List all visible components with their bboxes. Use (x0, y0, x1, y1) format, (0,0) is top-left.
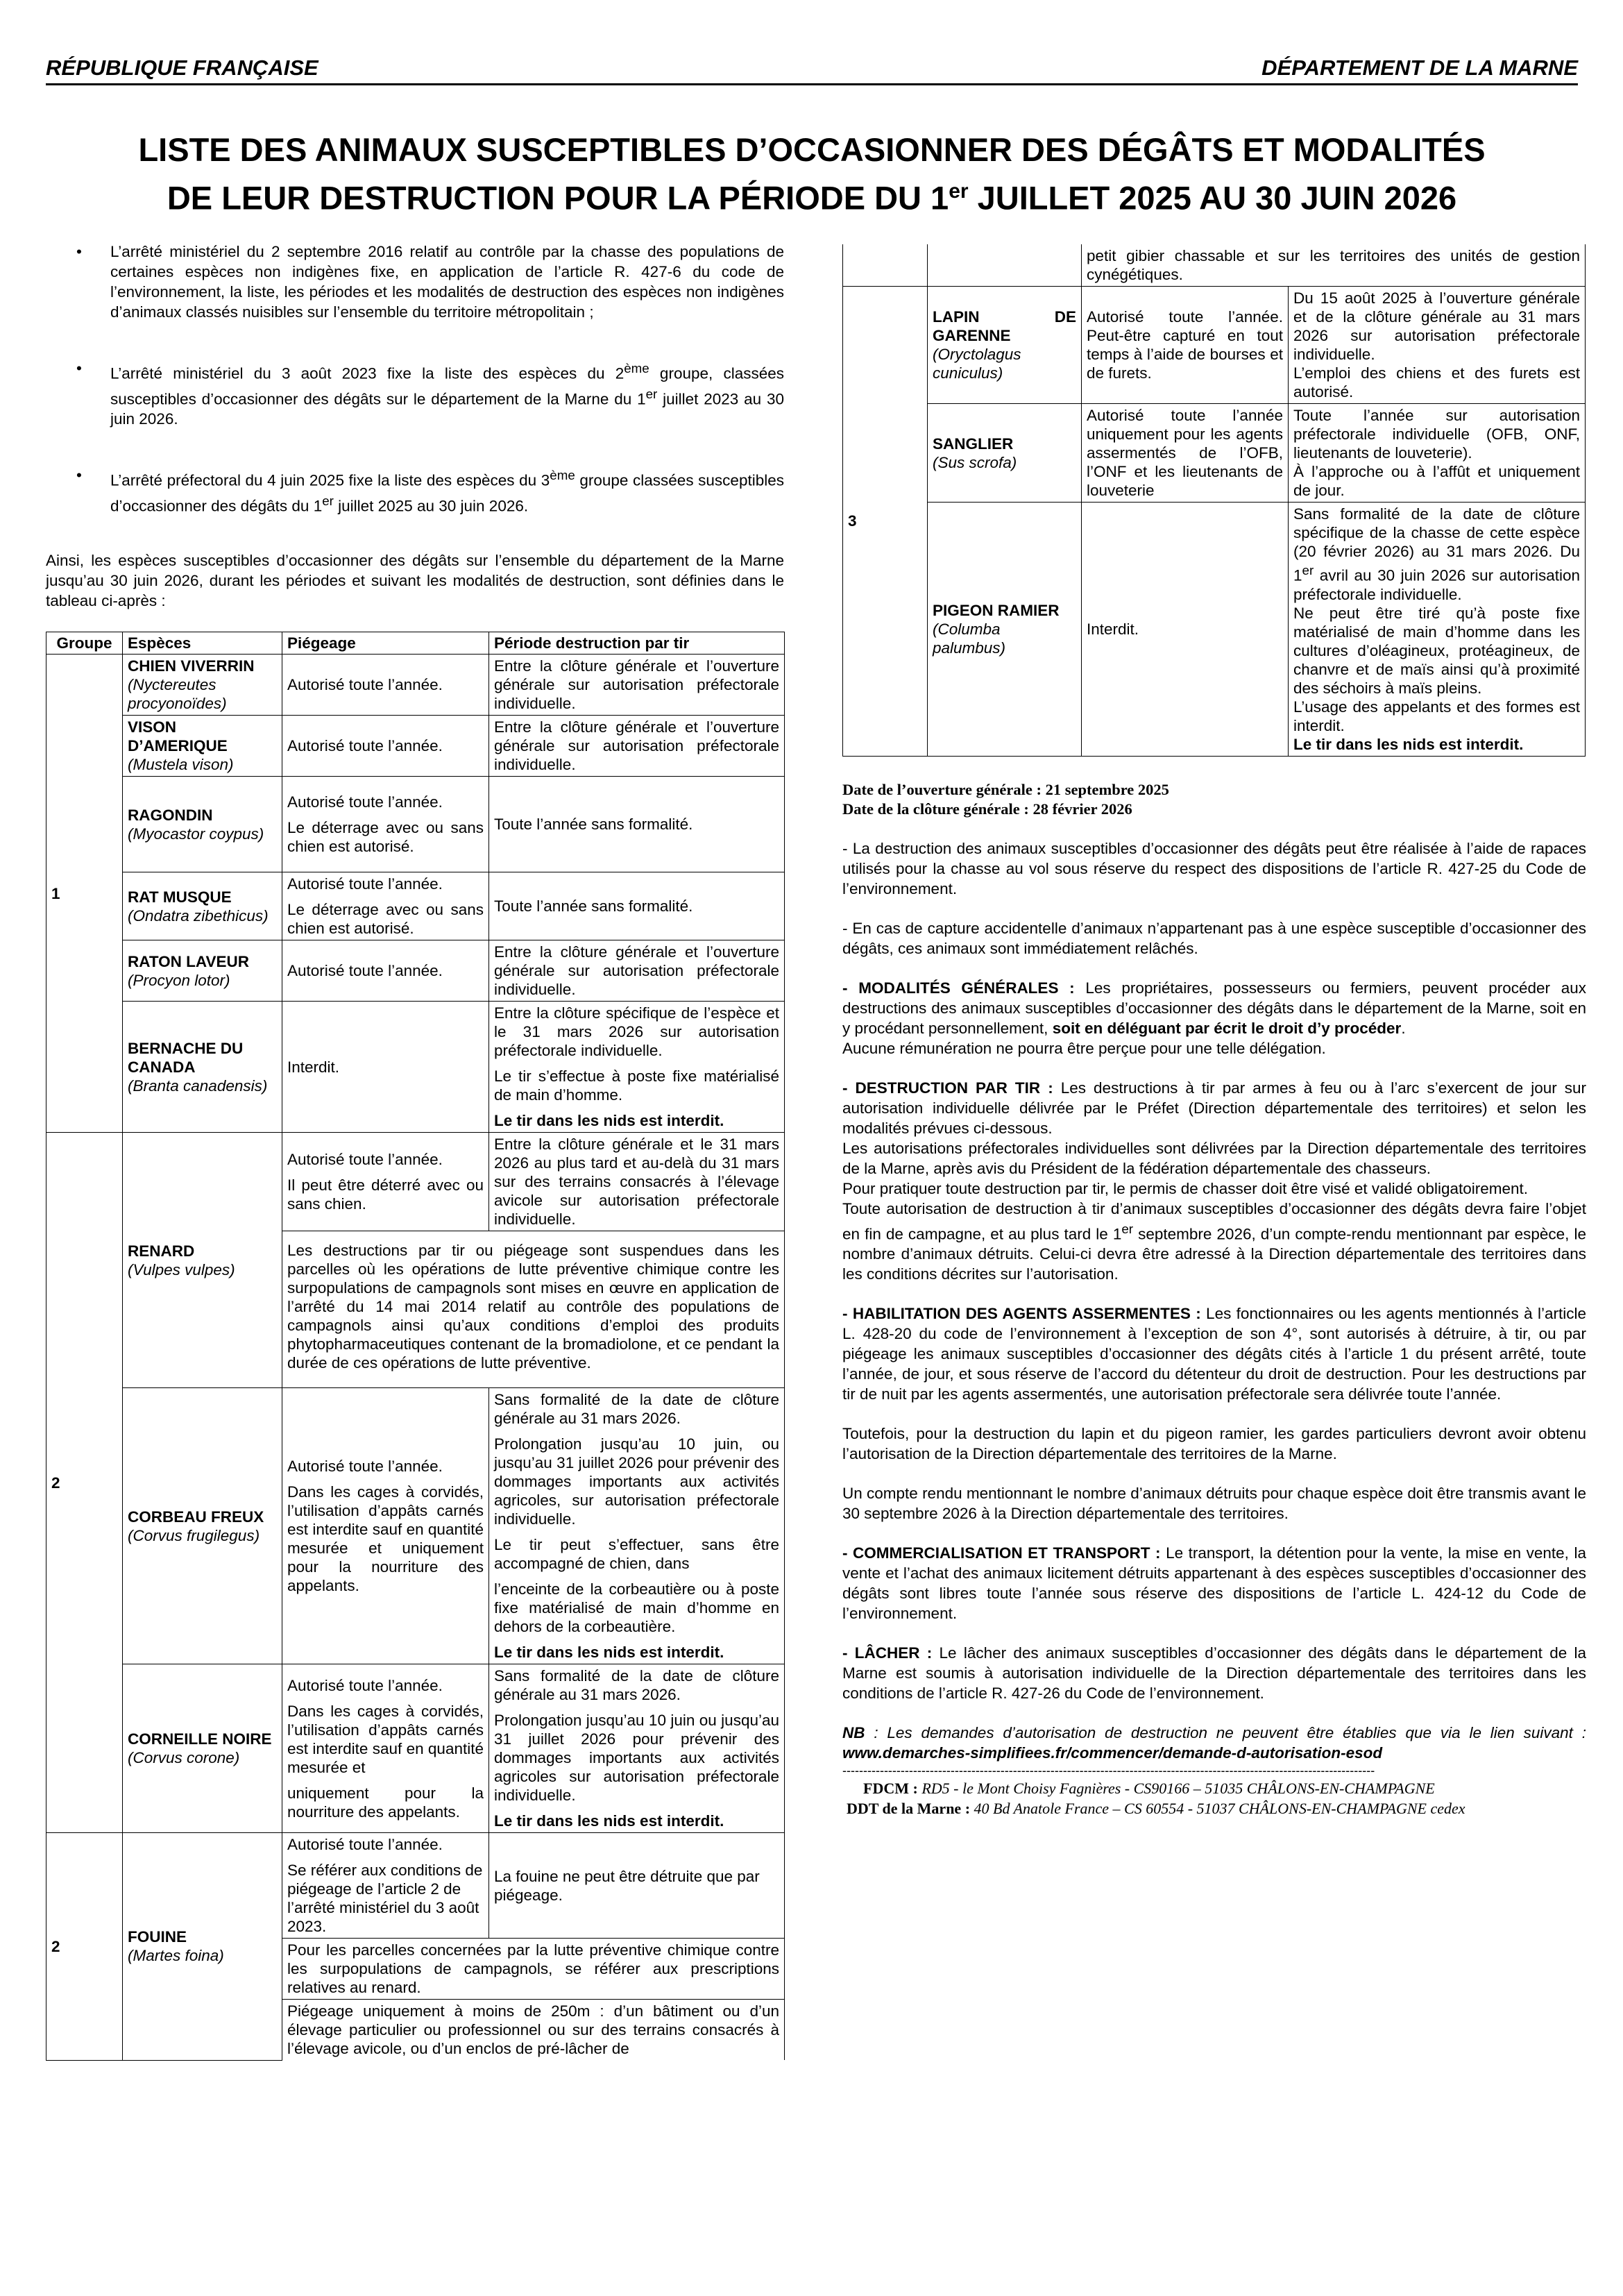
bullet-3-b: groupe classées susceptibles d’occasionner des dégâts du 1 (110, 471, 784, 514)
nb-note (842, 1723, 1586, 1763)
title-line-2-a: DE LEUR DESTRUCTION POUR LA PÉRIODE DU 1 (167, 179, 949, 217)
shoot-cell: Entre la clôture générale et l’ouverture générale sur autorisation préfectorale individuelle. (489, 655, 785, 716)
footer-fdcm (842, 1778, 1586, 1798)
species-name: RENARD (128, 1242, 195, 1260)
bullet-1-text: L’arrêté ministériel du 2 septembre 2016 relatif au contrôle par la chasse des populations de certaines espèces non indigènes fixe, en application de l’article R. 427-6 du code de l’environnement, la liste, les périodes et les modalités de destruction des espèces non indigènes d’animaux classés nuisibles sur l’ensemble du territoire métropolitain ; (110, 243, 784, 321)
section-title: - COMMERCIALISATION ET TRANSPORT : (842, 1544, 1161, 1562)
paragraph-compte-rendu: Un compte rendu mentionnant le nombre d’animaux détruits pour chaque espèce doit être transmis avant le 30 septembre 2026 à la Direction départementale des territoires. (842, 1485, 1586, 1522)
nb-text: : Les demandes d’autorisation de destruction ne peuvent être établies que via le lien suivant : (865, 1724, 1586, 1741)
table-row (46, 1388, 785, 1664)
shoot-cell: Entre la clôture générale et l’ouverture générale sur autorisation préfectorale individuelle. (489, 716, 785, 777)
section-title: - MODALITÉS GÉNÉRALES : (842, 979, 1075, 997)
shoot-line: L’emploi des chiens et des furets est autorisé. (1293, 364, 1580, 400)
species-name: LAPIN DE GARENNE (933, 308, 1076, 344)
intro-paragraph: Ainsi, les espèces susceptibles d’occasionner des dégâts sur l’ensemble du département de la Marne jusqu’au 30 juin 2026, durant les périodes et suivant les modalités de destruction, sont définies dans le tableau ci-après : (46, 552, 784, 609)
note-cell: Les destructions par tir ou piégeage sont suspendues dans les parcelles où les opérations de lutte préventive chimique contre les surpopulations de campagnols sont mises en œuvre en application de l’arrêté du 14 mai 2014 relatif au contrôle des populations de campagnols ainsi qu’aux conditions d’emploi des produits phytopharmaceutiques contenant de la bromadiolone, et ce pendant la durée de ces opérations de lutte préventive. (282, 1231, 785, 1388)
section-lacher (842, 1643, 1586, 1703)
species-latin: (Martes foina) (128, 1947, 224, 1965)
bullet-2-sup2: er (645, 386, 658, 401)
group-cell: 2 (46, 1833, 123, 2061)
bullet-dot-icon: • (76, 243, 82, 260)
bullet-dot-icon: • (76, 360, 82, 377)
trap-line: Il peut être déterré avec ou sans chien. (287, 1176, 484, 1213)
species-latin: (Vulpes vulpes) (128, 1260, 235, 1278)
shoot-line: Toute l’année sur autorisation préfectorale individuelle (OFB, ONF, lieutenants de louveterie). (1293, 407, 1580, 462)
species-cell (123, 1388, 282, 1664)
trap-line: uniquement pour la nourriture des appelants. (287, 1784, 484, 1821)
species-latin: (Procyon lotor) (128, 971, 230, 989)
species-latin: (Myocastor coypus) (128, 825, 264, 843)
table-row (46, 1664, 785, 1833)
species-cell (123, 872, 282, 940)
table-header-row (46, 632, 785, 655)
species-cell (928, 287, 1082, 404)
title-line-2-b: JUILLET 2025 AU 30 JUIN 2026 (968, 179, 1457, 217)
species-cell (928, 404, 1082, 503)
bullet-2 (46, 358, 784, 429)
note-cell: Pour les parcelles concernées par la lutte préventive chimique contre les surpopulations de campagnols, se référer aux prescriptions relatives au renard. (282, 1939, 785, 2000)
species-latin: (Ondatra zibethicus) (128, 906, 269, 925)
species-latin: (Columba palumbus) (933, 620, 1006, 657)
opening-date: Date de l’ouverture générale : 21 septembre 2025 (842, 780, 1169, 798)
trap-line: Dans les cages à corvidés, l’utilisation d’appâts carnés est interdite sauf en quantité mesurée et (287, 1702, 484, 1776)
shoot-line: avril au 30 juin 2026 sur autorisation préfectorale individuelle. (1293, 566, 1580, 603)
footer-address: RD5 - le Mont Choisy Fagnières - CS90166 – 51035 CHÂLONS-EN-CHAMPAGNE (917, 1780, 1435, 1797)
trap-cell: Autorisé toute l’année. (282, 655, 489, 716)
shoot-cell (1289, 287, 1586, 404)
species-cell (123, 777, 282, 872)
shoot-line: Sans formalité de la date de clôture générale au 31 mars 2026. (494, 1391, 779, 1427)
section-emphasis: soit en déléguant par écrit le droit d’y procéder (1052, 1019, 1402, 1037)
species-latin: (Nyctereutes procyonoïdes) (128, 676, 227, 712)
bullet-1 (46, 242, 784, 322)
shoot-cell (489, 1664, 785, 1833)
section-sup: er (1121, 1221, 1134, 1236)
group-cell: 1 (46, 655, 123, 1133)
shoot-line: Le tir dans les nids est interdit. (1293, 735, 1524, 753)
section-text: Toute autorisation de destruction à tir d’animaux susceptibles d’occasionner des dégâts devra faire l’objet en fin de campagne, et au plus tard le 1 (842, 1199, 1586, 1242)
species-latin: (Oryctolagus cuniculus) (933, 346, 1021, 382)
footer-label: DDT de la Marne : (847, 1800, 971, 1817)
bullet-3-sup: ème (550, 468, 575, 482)
shoot-cell: Entre la clôture générale et le 31 mars 2026 au plus tard et au-delà du 31 mars sur des terrains consacrés à l’élevage avicole sur autorisation préfectorale individuelle. (489, 1133, 785, 1231)
section-text: Le transport, la détention pour la vente, la mise en vente, la vente et l’achat des animaux licitement détruits appartenant à des espèces susceptibles d’occasionner des dégâts sont libres toute l’année sous réserve des dispositions de l’article L. 424-12 du Code de l’environnement. (842, 1544, 1586, 1622)
trap-line: Le déterrage avec ou sans chien est autorisé. (287, 901, 484, 937)
table-row (46, 1002, 785, 1133)
species-cell-empty (928, 244, 1082, 287)
right-column (842, 244, 1586, 1818)
section-destruction-tir (842, 1078, 1586, 1285)
title-sup: er (949, 180, 969, 203)
shoot-line: Du 15 août 2025 à l’ouverture générale et de la clôture générale au 31 mars 2026 sur autorisation préfectorale individuelle. (1293, 289, 1580, 363)
bullet-2-a: L’arrêté ministériel du 3 août 2023 fixe la liste des espèces du 2 (110, 364, 624, 382)
section-title: - DESTRUCTION PAR TIR : (842, 1079, 1053, 1097)
group-cell: 3 (843, 287, 928, 757)
group-cell-empty (843, 244, 928, 287)
shoot-line: Prolongation jusqu’au 10 juin, ou jusqu’au 31 juillet 2026 pour prévenir des dommages importants aux activités agricoles, sur autorisation préfectorale individuelle. (494, 1435, 779, 1528)
bullet-2-b: groupe, classées susceptibles d’occasionner des dégâts sur le département de la Marne du 1 (110, 364, 784, 407)
table-row (46, 940, 785, 1002)
header-tir: Période destruction par tir (489, 632, 785, 655)
species-cell (928, 503, 1082, 757)
shoot-line: Entre la clôture spécifique de l’espèce et le 31 mars 2026 sur autorisation préfectorale individuelle. (494, 1004, 779, 1059)
table-row (46, 1133, 785, 1231)
header-right: DÉPARTEMENT DE LA MARNE (1261, 56, 1578, 80)
continuation-cell: petit gibier chassable et sur les territoires des unités de gestion cynégétiques. (1082, 244, 1586, 287)
trap-cell: Interdit. (1082, 503, 1289, 757)
shoot-cell (489, 1388, 785, 1664)
shoot-line: L’usage des appelants et des formes est interdit. (1293, 698, 1580, 734)
table-row (843, 244, 1586, 287)
section-title: - LÂCHER : (842, 1644, 933, 1662)
trap-line: Autorisé toute l’année. (287, 1151, 443, 1168)
bullet-2-c: juillet 2023 au 30 juin 2026. (110, 390, 784, 428)
species-table-continued (842, 244, 1586, 757)
paragraph-rapaces: - La destruction des animaux susceptibles d’occasionner des dégâts peut être réalisée à l’aide de rapaces utilisés pour la chasse au vol sous réserve du respect des dispositions de l’article R. 427-25 du Code de l’environnement. (842, 839, 1586, 897)
section-modalites (842, 978, 1586, 1058)
species-cell (123, 1833, 282, 2061)
table-row (46, 1833, 785, 1939)
species-cell (123, 716, 282, 777)
shoot-line: Le tir s’effectue à poste fixe matérialisé de main d’homme. (494, 1067, 779, 1104)
species-name: RATON LAVEUR (128, 952, 250, 970)
table-row (46, 655, 785, 716)
shoot-cell (1289, 404, 1586, 503)
paragraph-gardes: Toutefois, pour la destruction du lapin et du pigeon ramier, les gardes particuliers devront avoir obtenu l’autorisation de la Direction départementale des territoires de la Marne. (842, 1425, 1586, 1462)
trap-cell (282, 872, 489, 940)
species-cell (123, 1002, 282, 1133)
species-name: SANGLIER (933, 434, 1014, 453)
shoot-line: Le tir peut s’effectuer, sans être accompagné de chien, dans (494, 1536, 779, 1572)
header-left: RÉPUBLIQUE FRANÇAISE (46, 56, 318, 80)
shoot-cell: Toute l’année sans formalité. (489, 777, 785, 872)
species-table (46, 632, 785, 2061)
trap-cell (282, 777, 489, 872)
header-piegeage: Piégeage (282, 632, 489, 655)
document-title (46, 129, 1578, 219)
species-name: RAGONDIN (128, 806, 213, 824)
species-name: CORBEAU FREUX (128, 1508, 264, 1526)
section-habilitation (842, 1303, 1586, 1404)
section-text: Les fonctionnaires ou les agents mentionnés à l’article L. 428-20 du code de l’environnement à l’exception de son 4°, sont autorisés à détruire, à tir, ou par piégeage les animaux susceptibles d’occasionner des dégâts cités à l’article 1 du présent arrêté, toute l’année, de jour, et sous réserve de l’accord du détenteur du droit de destruction. Pour les destructions par tir de nuit par les agents assermentés, une autorisation préfectorale sera délivrée toute l’année. (842, 1305, 1587, 1403)
trap-line: Autorisé toute l’année. (287, 1836, 443, 1853)
species-name: RAT MUSQUE (128, 888, 232, 906)
shoot-line: À l’approche ou à l’affût et uniquement de jour. (1293, 463, 1580, 499)
shoot-cell: Entre la clôture générale et l’ouverture générale sur autorisation préfectorale individuelle. (489, 940, 785, 1002)
nb-label: NB (842, 1724, 865, 1741)
species-latin: (Corvus corone) (128, 1749, 240, 1766)
bullet-3-c: juillet 2025 au 30 juin 2026. (333, 497, 529, 514)
trap-cell: Autorisé toute l’année. Peut-être capturé en tout temps à l’aide de bourses et de furets. (1082, 287, 1289, 404)
trap-line: Se référer aux conditions de piégeage de l’article 2 de l’arrêté ministériel du 3 août 2023. (287, 1862, 483, 1935)
table-row (46, 777, 785, 872)
footer-ddt (842, 1798, 1586, 1818)
shoot-line: l’enceinte de la corbeautière ou à poste fixe matérialisé de main d’homme en dehors de la corbeautière. (494, 1580, 779, 1635)
section-text: Les autorisations préfectorales individuelles sont délivrées par la Direction départementale des territoires de la Marne, après avis du Président de la fédération départementale des chasseurs. (842, 1139, 1586, 1177)
shoot-cell: Toute l’année sans formalité. (489, 872, 785, 940)
footer-address: 40 Bd Anatole France – CS 60554 - 51037 CHÂLONS-EN-CHAMPAGNE cedex (970, 1800, 1465, 1817)
page-header (46, 53, 1578, 85)
trap-cell: Autorisé toute l’année. (282, 940, 489, 1002)
table-row (843, 287, 1586, 404)
left-column (46, 242, 784, 2061)
trap-line: Autorisé toute l’année. (287, 1458, 443, 1475)
section-text: Pour pratiquer toute destruction par tir, le permis de chasser doit être visé et validé obligatoirement. (842, 1179, 1529, 1197)
species-name: BERNACHE DU CANADA (128, 1039, 244, 1076)
group-cell: 2 (46, 1133, 123, 1833)
footer-label: FDCM : (863, 1780, 918, 1797)
section-text: Aucune rémunération ne pourra être perçue pour une telle délégation. (842, 1039, 1326, 1057)
bullet-2-sup: ème (624, 361, 649, 375)
species-latin: (Mustela vison) (128, 756, 234, 773)
section-text: Le lâcher des animaux susceptibles d’occasionner des dégâts dans le département de la Marne est soumis à autorisation individuelle de la Direction départementale des territoires dans les conditions de l’article R. 427-26 du Code de l’environnement. (842, 1644, 1586, 1702)
shoot-line: Sans formalité de la date de clôture spécifique de la chasse de cette espèce (20 février 2026) au 31 mars 2026. Du 1 (1293, 505, 1580, 584)
table-row (843, 503, 1586, 757)
shoot-cell (1289, 503, 1586, 757)
section-text: Les propriétaires, possesseurs ou fermiers, peuvent procéder aux destructions des animaux susceptibles d’occasionner des dégâts dans le département de la Marne, soit en y procédant personnellement, (842, 979, 1586, 1037)
section-text: . (1401, 1019, 1406, 1037)
note-cell: Piégeage uniquement à moins de 250m : d’un bâtiment ou d’un élevage particulier ou professionnel ou sur des terrains consacrés à l’élevage avicole, ou d’un enclos de pré-lâcher de (282, 2000, 785, 2061)
nb-link[interactable]: www.demarches-simplifiees.fr/commencer/demande-d-autorisation-esod (842, 1744, 1383, 1762)
section-text: septembre 2026, d’un compte-rendu mentionnant par espèce, le nombre d’animaux détruits. Celui-ci devra être adressé à la Direction départementale des territoires dans les conditions décrites sur l’autorisation. (842, 1225, 1586, 1283)
separator-line: -------------------------------------------------------------------------------------------------------------------------------- (842, 1764, 1375, 1778)
section-text: Les destructions à tir par armes à feu ou à l’arc s’exercent de jour sur autorisation individuelle délivrée par le Préfet (Direction départementale des territoires) et selon les modalités prévues ci-dessous. (842, 1079, 1586, 1137)
shoot-line: Le tir dans les nids est interdit. (494, 1812, 724, 1830)
shoot-cell (489, 1002, 785, 1133)
shoot-line: Sans formalité de la date de clôture générale au 31 mars 2026. (494, 1667, 779, 1703)
trap-line: Autorisé toute l’année. (287, 875, 443, 893)
species-cell (123, 940, 282, 1002)
header-especes: Espèces (123, 632, 282, 655)
shoot-cell: La fouine ne peut être détruite que par piégeage. (489, 1833, 785, 1939)
species-name: FOUINE (128, 1928, 187, 1946)
shoot-sup: er (1302, 563, 1314, 577)
shoot-line: Le tir dans les nids est interdit. (494, 1112, 724, 1129)
trap-cell: Autorisé toute l’année uniquement pour les agents assermentés de l’OFB, l’ONF et les lieutenants de louveterie (1082, 404, 1289, 503)
trap-cell (282, 1388, 489, 1664)
bullet-dot-icon: • (76, 466, 82, 484)
shoot-line: Ne peut être tiré qu’à poste fixe matérialisé de main d’homme dans les cultures d’oléagineux, protéagineux, de chanvre et de maïs ainsi qu’à proximité des séchoirs à maïs pleins. (1293, 604, 1580, 697)
shoot-line: Le tir dans les nids est interdit. (494, 1644, 724, 1661)
trap-line: Autorisé toute l’année. (287, 1676, 443, 1694)
species-latin: (Sus scrofa) (933, 453, 1017, 471)
species-cell (123, 1133, 282, 1388)
species-latin: (Corvus frugilegus) (128, 1526, 260, 1544)
trap-cell (282, 1833, 489, 1939)
bullet-3 (46, 465, 784, 516)
bullet-3-a: L’arrêté préfectoral du 4 juin 2025 fixe la liste des espèces du 3 (110, 471, 550, 489)
species-name: VISON D’AMERIQUE (128, 718, 228, 754)
species-cell (123, 1664, 282, 1833)
header-groupe: Groupe (46, 632, 123, 655)
species-name: PIGEON RAMIER (933, 601, 1060, 619)
species-cell (123, 655, 282, 716)
table-row (843, 404, 1586, 503)
trap-cell: Interdit. (282, 1002, 489, 1133)
trap-line: Autorisé toute l’année. (287, 793, 443, 811)
table-row (46, 716, 785, 777)
general-dates (842, 780, 1586, 819)
species-latin: (Branta canadensis) (128, 1077, 268, 1095)
species-name: CHIEN VIVERRIN (128, 657, 255, 675)
paragraph-capture: - En cas de capture accidentelle d’animaux n’appartenant pas à une espèce susceptible d’occasionner des dégâts, ces animaux sont immédiatement relâchés. (842, 919, 1586, 957)
table-row (46, 872, 785, 940)
shoot-line: Prolongation jusqu’au 10 juin ou jusqu’au 31 juillet 2026 pour prévenir des dommages importants aux activités agricoles sur autorisation préfectorale individuelle. (494, 1712, 779, 1804)
trap-cell (282, 1664, 489, 1833)
bullet-3-sup2: er (322, 493, 334, 508)
trap-cell: Autorisé toute l’année. (282, 716, 489, 777)
trap-line: Dans les cages à corvidés, l’utilisation d’appâts carnés est interdite sauf en quantité mesurée et uniquement pour la nourriture des appelants. (287, 1483, 484, 1594)
section-title: - HABILITATION DES AGENTS ASSERMENTES : (842, 1305, 1201, 1322)
trap-line: Le déterrage avec ou sans chien est autorisé. (287, 819, 484, 855)
trap-cell (282, 1133, 489, 1231)
title-line-2 (46, 171, 1578, 219)
title-line-1: LISTE DES ANIMAUX SUSCEPTIBLES D’OCCASIONNER DES DÉGÂTS ET MODALITÉS (138, 131, 1486, 168)
section-commercialisation (842, 1543, 1586, 1623)
species-name: CORNEILLE NOIRE (128, 1730, 272, 1748)
closing-date: Date de la clôture générale : 28 février 2026 (842, 800, 1132, 818)
